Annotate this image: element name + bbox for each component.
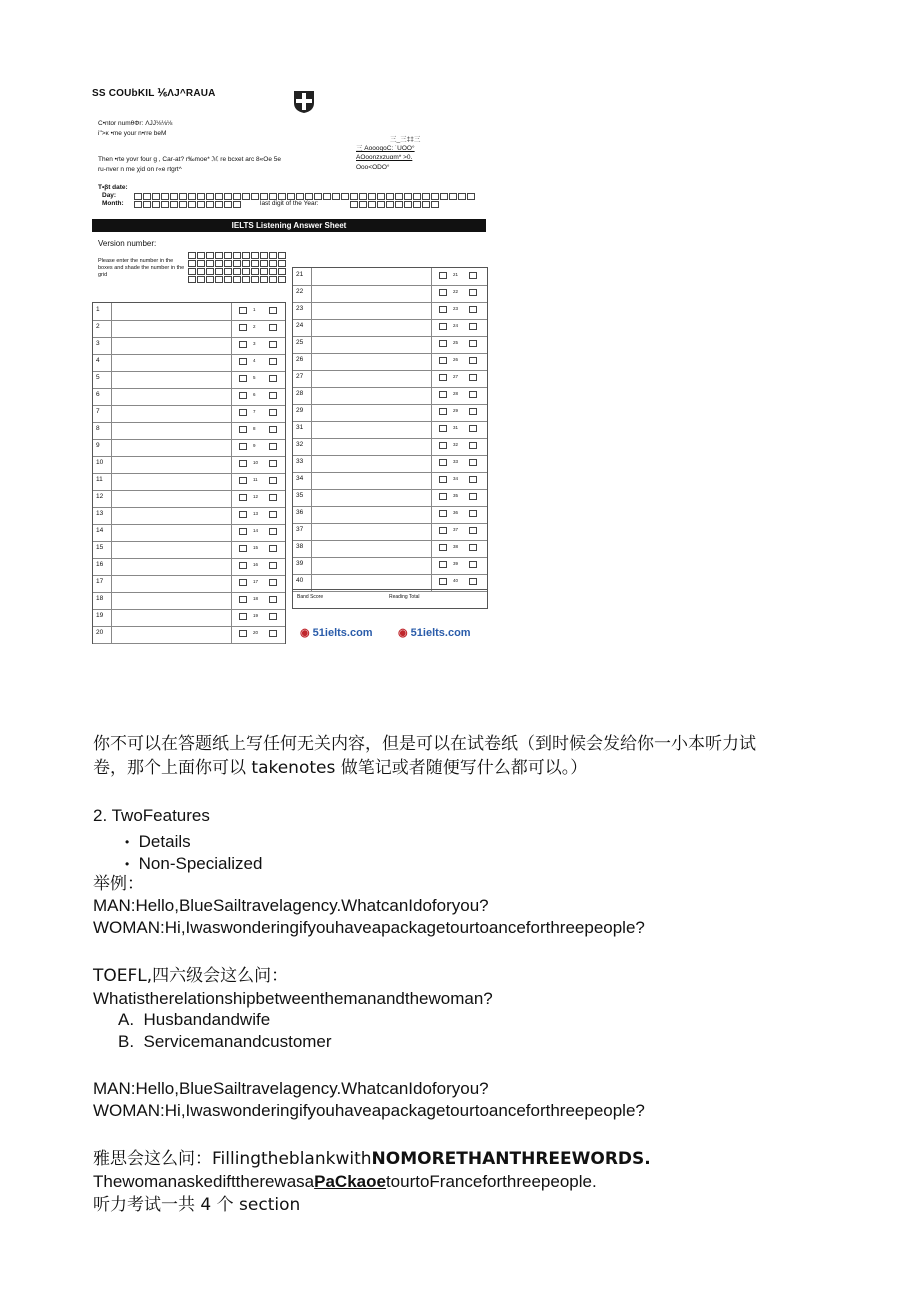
answer-row — [93, 422, 285, 440]
incorrect-checkbox[interactable] — [269, 426, 277, 433]
answer-field[interactable] — [311, 489, 432, 506]
row-number: 15 — [96, 544, 104, 551]
answer-row — [93, 592, 285, 610]
row-mini-number: 21 — [453, 272, 459, 277]
correct-checkbox[interactable] — [439, 408, 447, 415]
row-number: 16 — [96, 561, 104, 568]
answer-row — [93, 337, 285, 355]
correct-checkbox[interactable] — [439, 357, 447, 364]
correct-checkbox[interactable] — [239, 579, 247, 586]
correct-checkbox[interactable] — [239, 443, 247, 450]
row-number: 3 — [96, 340, 100, 347]
correct-checkbox[interactable] — [239, 596, 247, 603]
incorrect-checkbox[interactable] — [469, 425, 477, 432]
row-number: 33 — [296, 458, 304, 465]
incorrect-checkbox[interactable] — [469, 442, 477, 449]
incorrect-checkbox[interactable] — [269, 511, 277, 518]
row-mini-number: 2 — [253, 324, 256, 329]
answer-field[interactable] — [311, 472, 432, 489]
row-number: 4 — [96, 357, 100, 364]
dialog2-man: MAN:Hello,BlueSailtravelagency.WhatcanIdoforyou? — [93, 1079, 489, 1098]
row-number: 24 — [296, 322, 304, 329]
incorrect-checkbox[interactable] — [469, 510, 477, 517]
row-mini-number: 19 — [253, 613, 259, 618]
incorrect-checkbox[interactable] — [469, 561, 477, 568]
row-number: 14 — [96, 527, 104, 534]
correct-checkbox[interactable] — [239, 528, 247, 535]
row-mini-number: 3 — [253, 341, 256, 346]
answer-field[interactable] — [111, 354, 232, 371]
paragraph-1b: 卷，那个上面你可以 takenotes 做笔记或者随便写什么都可以。） — [93, 758, 588, 778]
correct-checkbox[interactable] — [239, 477, 247, 484]
incorrect-checkbox[interactable] — [269, 562, 277, 569]
row-number: 18 — [96, 595, 104, 602]
incorrect-checkbox[interactable] — [469, 544, 477, 551]
row-number: 25 — [296, 339, 304, 346]
incorrect-checkbox[interactable] — [269, 375, 277, 382]
row-mini-number: 10 — [253, 460, 259, 465]
answer-row — [293, 523, 487, 541]
answer-field[interactable] — [111, 337, 232, 354]
row-number: 38 — [296, 543, 304, 550]
answer-row — [293, 438, 487, 456]
answer-field[interactable] — [111, 541, 232, 558]
dialog2-woman: WOMAN:Hi,Iwaswonderingifyouhaveapackagetourtoanceforthreepeople? — [93, 1101, 645, 1120]
row-number: 10 — [96, 459, 104, 466]
row-mini-number: 4 — [253, 358, 256, 363]
correct-checkbox[interactable] — [239, 545, 247, 552]
correct-checkbox[interactable] — [239, 562, 247, 569]
row-number: 40 — [296, 577, 304, 584]
answer-field[interactable] — [311, 438, 432, 455]
answer-row — [293, 319, 487, 337]
answer-row — [293, 302, 487, 320]
row-number: 13 — [96, 510, 104, 517]
month-boxes — [134, 201, 241, 207]
answer-field[interactable] — [311, 302, 432, 319]
instruction-line1: Then •rte yovr four g , Car-at? r‰moe* ℳ re bcxet arc 8«Oe 5e — [98, 156, 281, 163]
row-mini-number: 22 — [453, 289, 459, 294]
answer-row — [93, 507, 285, 525]
answer-row — [93, 524, 285, 542]
answer-field[interactable] — [311, 421, 432, 438]
row-mini-number: 1 — [253, 307, 256, 312]
row-number: 20 — [96, 629, 104, 636]
correct-checkbox[interactable] — [439, 561, 447, 568]
year-label: last digit of the Year: — [260, 200, 319, 207]
dialog1-woman: WOMAN:Hi,Iwaswonderingifyouhaveapackagetourtoanceforthreepeople? — [93, 918, 645, 937]
incorrect-checkbox[interactable] — [469, 340, 477, 347]
answer-field[interactable] — [311, 336, 432, 353]
month-label: Month: — [102, 200, 124, 207]
version-boxes-row1 — [188, 252, 286, 258]
correct-checkbox[interactable] — [239, 511, 247, 518]
instruction-line2: ru-nver n me χid on r«e rtgrt^ — [98, 166, 182, 173]
row-number: 37 — [296, 526, 304, 533]
incorrect-checkbox[interactable] — [269, 392, 277, 399]
answer-field[interactable] — [111, 422, 232, 439]
ielts-question: 雅思会这么问：FillingtheblankwithNOMORETHANTHREEWORDS. — [93, 1149, 651, 1169]
row-mini-number: 34 — [453, 476, 459, 481]
answer-row — [293, 353, 487, 371]
answer-row — [93, 354, 285, 372]
row-mini-number: 36 — [453, 510, 459, 515]
row-mini-number: 11 — [253, 477, 258, 482]
answer-row — [293, 421, 487, 439]
answer-field[interactable] — [111, 524, 232, 541]
answer-sheet-image — [88, 80, 490, 660]
row-mini-number: 40 — [453, 578, 459, 583]
row-number: 29 — [296, 407, 304, 414]
version-label: Version number: — [98, 239, 157, 248]
answer-row — [93, 541, 285, 559]
option-b: B. Servicemanandcustomer — [118, 1032, 332, 1051]
answer-field[interactable] — [311, 319, 432, 336]
answer-row — [293, 489, 487, 507]
row-mini-number: 39 — [453, 561, 459, 566]
answer-field[interactable] — [111, 303, 232, 320]
answer-row — [293, 268, 487, 286]
answer-field[interactable] — [111, 371, 232, 388]
correct-checkbox[interactable] — [239, 409, 247, 416]
row-mini-number: 25 — [453, 340, 459, 345]
right-code-line3: AOoonzxzuαm* >0. — [356, 154, 413, 161]
incorrect-checkbox[interactable] — [469, 493, 477, 500]
incorrect-checkbox[interactable] — [269, 443, 277, 450]
correct-checkbox[interactable] — [439, 425, 447, 432]
incorrect-checkbox[interactable] — [469, 476, 477, 483]
row-number: 23 — [296, 305, 304, 312]
row-number: 19 — [96, 612, 104, 619]
answer-row — [293, 540, 487, 558]
answer-field[interactable] — [111, 439, 232, 456]
answer-field[interactable] — [311, 353, 432, 370]
crest-icon — [293, 90, 315, 114]
incorrect-checkbox[interactable] — [469, 289, 477, 296]
reading-total-label: Reading Total — [389, 594, 420, 600]
right-code-line1: 三_三‡‡三 — [390, 136, 421, 143]
correct-checkbox[interactable] — [439, 476, 447, 483]
row-mini-number: 26 — [453, 357, 459, 362]
ielts-answer: ThewomanaskedifttherewasaPaCkaoetourtoFranceforthreepeople. — [93, 1172, 597, 1191]
test-date-label: T•βt date: — [98, 184, 128, 191]
row-number: 5 — [96, 374, 100, 381]
row-mini-number: 32 — [453, 442, 459, 447]
row-mini-number: 17 — [253, 579, 259, 584]
answer-row — [93, 439, 285, 457]
day-boxes — [134, 193, 475, 199]
answer-field[interactable] — [311, 404, 432, 421]
answer-field[interactable] — [111, 388, 232, 405]
answer-row — [93, 388, 285, 406]
correct-checkbox[interactable] — [439, 459, 447, 466]
answer-field[interactable] — [111, 405, 232, 422]
right-code-line4: Ooo<ODO° — [356, 164, 390, 171]
row-mini-number: 9 — [253, 443, 256, 448]
answer-field[interactable] — [111, 507, 232, 524]
correct-checkbox[interactable] — [439, 493, 447, 500]
row-mini-number: 16 — [253, 562, 259, 567]
answer-field[interactable] — [111, 456, 232, 473]
row-number: 32 — [296, 441, 304, 448]
incorrect-checkbox[interactable] — [269, 460, 277, 467]
center-number-label: C•ntor numθΦr: ΛJJ⅛⅛⅛ — [98, 120, 173, 127]
row-number: 8 — [96, 425, 100, 432]
incorrect-checkbox[interactable] — [469, 374, 477, 381]
answer-row — [93, 473, 285, 491]
row-mini-number: 33 — [453, 459, 459, 464]
answer-row — [93, 456, 285, 474]
correct-checkbox[interactable] — [439, 527, 447, 534]
row-number: 1 — [96, 306, 100, 313]
answer-row — [93, 303, 285, 321]
correct-checkbox[interactable] — [439, 306, 447, 313]
answer-field[interactable] — [111, 473, 232, 490]
answer-row — [93, 490, 285, 508]
paragraph-1: 你不可以在答题纸上写任何无关内容，但是可以在试卷纸（到时候会发给你一小本听力试 — [93, 734, 756, 754]
answer-field[interactable] — [311, 557, 432, 574]
question: Whatistherelationshipbetweenthemanandthewoman? — [93, 989, 493, 1008]
row-mini-number: 14 — [253, 528, 259, 533]
correct-checkbox[interactable] — [239, 392, 247, 399]
incorrect-checkbox[interactable] — [269, 341, 277, 348]
incorrect-checkbox[interactable] — [469, 459, 477, 466]
answer-field[interactable] — [311, 455, 432, 472]
answer-row — [293, 472, 487, 490]
incorrect-checkbox[interactable] — [469, 391, 477, 398]
row-mini-number: 31 — [453, 425, 459, 430]
answer-row — [93, 371, 285, 389]
answer-field[interactable] — [311, 387, 432, 404]
answer-row — [293, 455, 487, 473]
version-instructions: Please enter the number in the boxes and shade the number in the grid — [98, 258, 185, 278]
logo-right: ◉ 51ielts.com — [398, 627, 471, 639]
row-number: 28 — [296, 390, 304, 397]
answer-row — [293, 404, 487, 422]
correct-checkbox[interactable] — [239, 460, 247, 467]
answer-field[interactable] — [111, 558, 232, 575]
correct-checkbox[interactable] — [239, 341, 247, 348]
correct-checkbox[interactable] — [439, 272, 447, 279]
answer-row — [93, 575, 285, 593]
answer-row — [293, 557, 487, 575]
row-number: 39 — [296, 560, 304, 567]
answer-row — [93, 558, 285, 576]
year-boxes — [350, 201, 439, 207]
correct-checkbox[interactable] — [239, 307, 247, 314]
correct-checkbox[interactable] — [239, 613, 247, 620]
row-number: 34 — [296, 475, 304, 482]
answer-field[interactable] — [111, 592, 232, 609]
row-mini-number: 6 — [253, 392, 256, 397]
correct-checkbox[interactable] — [439, 510, 447, 517]
right-code-line2: 三 AoooqoC: ˙UOO° — [356, 145, 415, 152]
row-mini-number: 18 — [253, 596, 259, 601]
answer-row — [293, 506, 487, 524]
incorrect-checkbox[interactable] — [269, 307, 277, 314]
row-number: 17 — [96, 578, 104, 585]
answer-field[interactable] — [111, 490, 232, 507]
closing-line: 听力考试一共 4 个 section — [93, 1195, 301, 1215]
version-boxes-row3 — [188, 268, 286, 274]
correct-checkbox[interactable] — [439, 323, 447, 330]
row-mini-number: 5 — [253, 375, 256, 380]
row-number: 12 — [96, 493, 104, 500]
row-mini-number: 37 — [453, 527, 459, 532]
correct-checkbox[interactable] — [239, 630, 247, 637]
row-number: 7 — [96, 408, 100, 415]
row-mini-number: 24 — [453, 323, 459, 328]
row-number: 2 — [96, 323, 100, 330]
correct-checkbox[interactable] — [439, 578, 447, 585]
incorrect-checkbox[interactable] — [269, 409, 277, 416]
answer-field[interactable] — [311, 506, 432, 523]
example-label: 举例： — [93, 874, 144, 894]
sheet-title: IELTS Listening Answer Sheet — [92, 219, 486, 232]
bullet-item: • Details — [125, 832, 191, 851]
incorrect-checkbox[interactable] — [269, 579, 277, 586]
answer-field[interactable] — [311, 285, 432, 302]
answer-row — [293, 336, 487, 354]
bullet-item: • Non-Specialized — [125, 854, 263, 873]
incorrect-checkbox[interactable] — [469, 306, 477, 313]
answer-field[interactable] — [311, 523, 432, 540]
incorrect-checkbox[interactable] — [469, 408, 477, 415]
answer-field[interactable] — [311, 370, 432, 387]
answer-field[interactable] — [311, 268, 432, 285]
incorrect-checkbox[interactable] — [469, 323, 477, 330]
row-number: 31 — [296, 424, 304, 431]
row-number: 6 — [96, 391, 100, 398]
incorrect-checkbox[interactable] — [269, 494, 277, 501]
row-number: 27 — [296, 373, 304, 380]
row-mini-number: 13 — [253, 511, 259, 516]
band-score-label: Band Score — [297, 594, 324, 600]
correct-checkbox[interactable] — [239, 358, 247, 365]
incorrect-checkbox[interactable] — [469, 272, 477, 279]
answer-field[interactable] — [111, 575, 232, 592]
logo-left: ◉ 51ielts.com — [300, 627, 373, 639]
incorrect-checkbox[interactable] — [469, 578, 477, 585]
correct-checkbox[interactable] — [239, 494, 247, 501]
answer-row — [293, 370, 487, 388]
row-number: 9 — [96, 442, 100, 449]
answer-field[interactable] — [111, 609, 232, 626]
answer-field[interactable] — [111, 626, 232, 643]
row-mini-number: 35 — [453, 493, 459, 498]
option-a: A. Husbandandwife — [118, 1010, 271, 1029]
incorrect-checkbox[interactable] — [269, 545, 277, 552]
row-number: 22 — [296, 288, 304, 295]
incorrect-checkbox[interactable] — [269, 528, 277, 535]
version-boxes-row2 — [188, 260, 286, 266]
row-mini-number: 38 — [453, 544, 459, 549]
answer-field[interactable] — [311, 540, 432, 557]
incorrect-checkbox[interactable] — [269, 358, 277, 365]
row-mini-number: 7 — [253, 409, 256, 414]
answer-row — [93, 320, 285, 338]
correct-checkbox[interactable] — [239, 324, 247, 331]
toefl-label: TOEFL,四六级会这么问： — [93, 966, 289, 986]
incorrect-checkbox[interactable] — [269, 613, 277, 620]
row-mini-number: 8 — [253, 426, 256, 431]
answer-row — [93, 405, 285, 423]
row-number: 36 — [296, 509, 304, 516]
row-mini-number: 29 — [453, 408, 459, 413]
correct-checkbox[interactable] — [439, 442, 447, 449]
incorrect-checkbox[interactable] — [269, 630, 277, 637]
row-number: 11 — [96, 476, 103, 483]
correct-checkbox[interactable] — [439, 544, 447, 551]
row-mini-number: 28 — [453, 391, 459, 396]
incorrect-checkbox[interactable] — [469, 357, 477, 364]
day-label: Day: — [102, 192, 117, 199]
answer-field[interactable] — [111, 320, 232, 337]
incorrect-checkbox[interactable] — [269, 324, 277, 331]
incorrect-checkbox[interactable] — [469, 527, 477, 534]
correct-checkbox[interactable] — [439, 340, 447, 347]
row-number: 21 — [296, 271, 304, 278]
sheet-header: SS COUbKIL ⅙ΛJ^RAUA — [92, 88, 216, 99]
row-mini-number: 12 — [253, 494, 259, 499]
correct-checkbox[interactable] — [439, 374, 447, 381]
section2-heading: 2. TwoFeatures — [93, 806, 210, 825]
answer-row — [293, 387, 487, 405]
answer-row — [93, 626, 285, 644]
answer-row — [293, 285, 487, 303]
correct-checkbox[interactable] — [439, 289, 447, 296]
incorrect-checkbox[interactable] — [269, 596, 277, 603]
incorrect-checkbox[interactable] — [269, 477, 277, 484]
correct-checkbox[interactable] — [239, 426, 247, 433]
row-mini-number: 23 — [453, 306, 459, 311]
version-boxes-row4 — [188, 276, 286, 282]
dialog1-man: MAN:Hello,BlueSailtravelagency.WhatcanIdoforyou? — [93, 896, 489, 915]
correct-checkbox[interactable] — [239, 375, 247, 382]
answer-row — [93, 609, 285, 627]
score-row — [292, 589, 488, 609]
left-answer-grid — [92, 302, 286, 644]
row-number: 35 — [296, 492, 304, 499]
correct-checkbox[interactable] — [439, 391, 447, 398]
name-label: i">κ •me your n•rre beM — [98, 130, 167, 137]
row-mini-number: 15 — [253, 545, 259, 550]
row-mini-number: 20 — [253, 630, 259, 635]
right-answer-grid — [292, 267, 488, 609]
row-mini-number: 27 — [453, 374, 459, 379]
row-number: 26 — [296, 356, 304, 363]
